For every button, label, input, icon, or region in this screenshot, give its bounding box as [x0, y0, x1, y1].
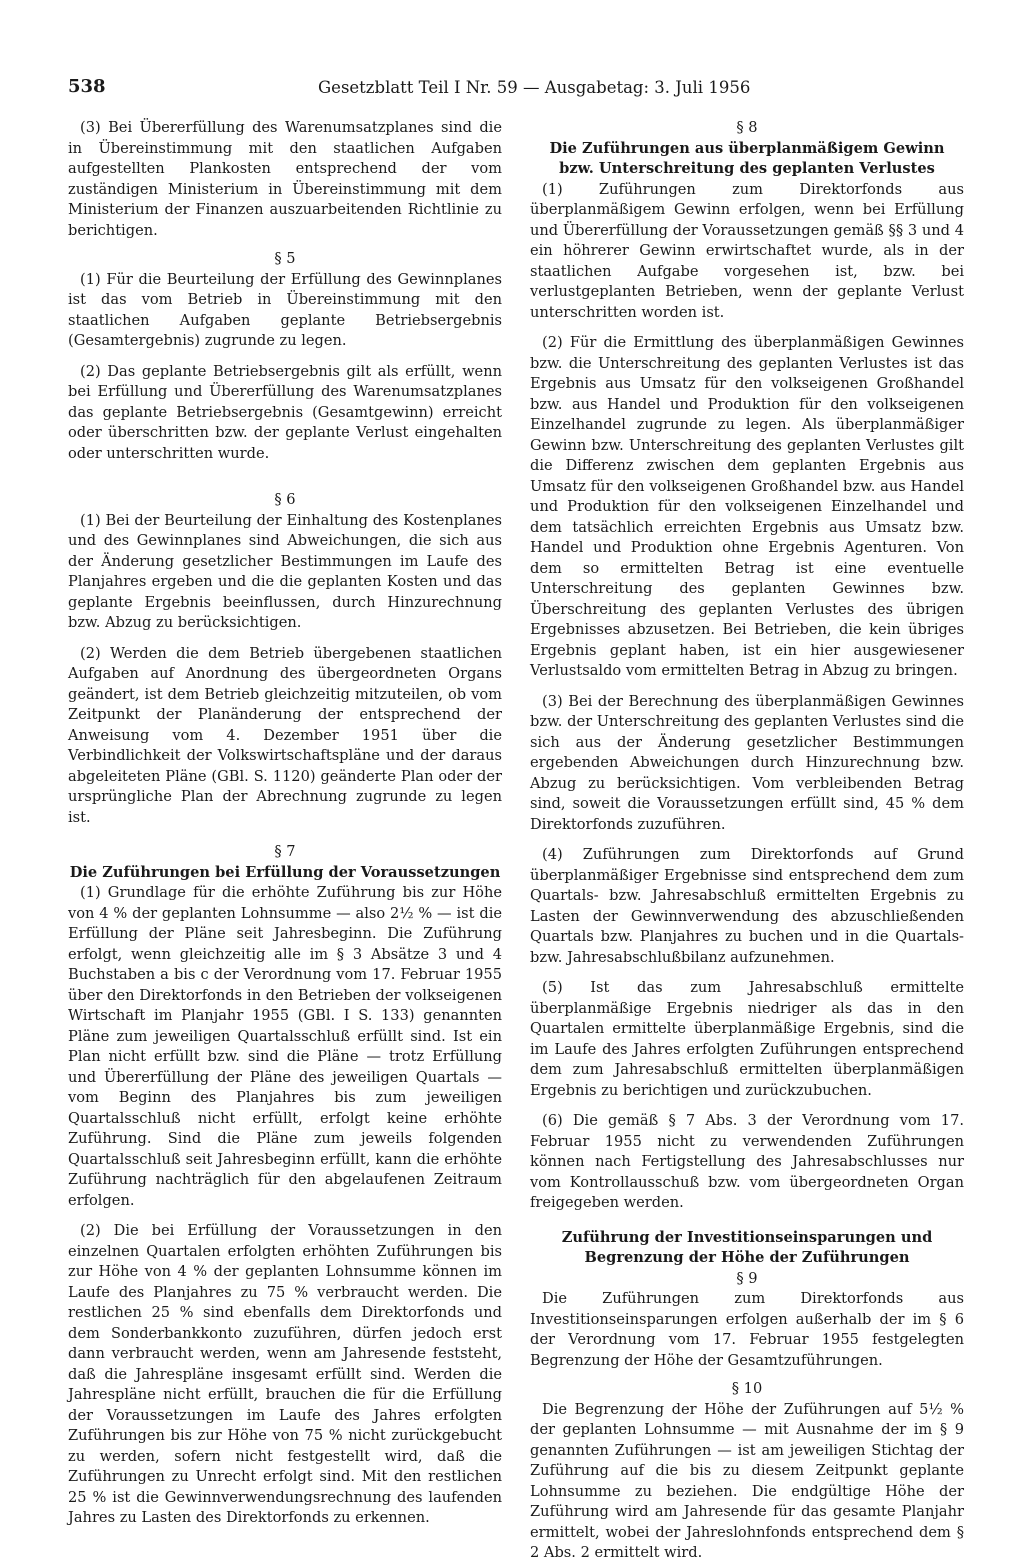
paragraph-7-1: (1) Grundlage für die erhöhte Zuführung bis zur Höhe von 4 % der geplanten Lohnsumme — also 2½ % — ist die Erfüllung der Pläne seit Jahresbeginn. Die Zuführung erfolgt, wenn gleichzeitig alle im § 3 Absätze 3 und 4 Buchstaben a bis c der Verordnung vom 17. Februar 1955 über den Direktorfonds in den Betrieben der volkseigenen Wirtschaft im Planjahr 1955 (GBl. I S. 133) genannten Pläne zum jeweiligen Quartalsschluß erfüllt sind. Ist ein Plan nicht erfüllt bzw. sind die Pläne — trotz Erfüllung und Übererfüllung der Pläne des jeweiligen Quartals — vom Beginn des Planjahres bis zum jeweiligen Quartalsschluß nicht erfüllt, erfolgt keine erhöhte Zuführung. Sind die Pläne zum jeweils folgenden Quartalsschluß seit Jahresbeginn erfüllt, kann die erhöhte Zuführung nachträglich für den abgelaufenen Zeitraum erfolgen. — [68, 884, 502, 1209]
section-9-number: § 9 — [736, 1269, 758, 1287]
paragraph-10: Die Begrenzung der Höhe der Zuführungen auf 5½ % der geplanten Lohnsumme — mit Ausnahme der im § 9 genannten Zuführungen — ist am jeweiligen Stichtag der Zuführung auf die bis zu diesem Zeitpunkt geplante Lohnsumme zu beziehen. Die endgültige Höhe der Zuführung wird am Jahresende für das gesamte Planjahr ermittelt, wobei der Jahreslohnfonds entsprechend dem § 2 Abs. 2 ermittelt wird. — [530, 1400, 964, 1561]
section-8-number: § 8 — [736, 119, 758, 136]
paragraph-7-2: (2) Die bei Erfüllung der Voraussetzungen in den einzelnen Quartalen erfolgten erhöhten Zuführungen bis zur Höhe von 4 % der geplanten Lohnsumme können im Laufe des Planjahres zu 75 % verbraucht werden. Die restlichen 25 % sind ebenfalls dem Direktorfonds und dem Sonderbankkonto zuzuführen, dürfen jedoch erst dann verbraucht werden, wenn am Jahresende feststeht, daß die Jahrespläne insgesamt erfüllt sind. Werden die Jahrespläne nicht erfüllt, brauchen die für die Erfüllung der Voraussetzungen im Laufe des Jahres erfolgten Zuführungen bis zur Höhe von 75 % nicht zurückgebucht zu werden, sofern nicht festgestellt wird, daß die Zuführungen zu Unrecht erfolgt sind. Mit den restlichen 25 % ist die Gewinnverwendungsrechnung des laufenden Jahres zu Lasten des Direktorfonds zu erkennen. — [68, 1222, 502, 1526]
paragraph-4-3: (3) Bei Übererfüllung des Warenumsatzplanes sind die in Übereinstimmung mit den staatlichen Aufgaben aufgestellten Plankosten entsprechend der vom zuständigen Ministerium in Übereinstimmung mit dem Ministerium der Finanzen auszuarbeitenden Richtlinie zu berichtigen. — [68, 119, 502, 239]
paragraph-8-4: (4) Zuführungen zum Direktorfonds auf Grund überplanmäßiger Ergebnisse sind entsprechend dem zum Quartals- bzw. Jahresabschluß ermittelten Ergebnis zu Lasten der Gewinnverwendung des abzuschließenden Quartals bzw. Planjahres zu buchen und in die Quartals- bzw. Jahresabschlußbilanz aufzunehmen. — [530, 846, 964, 966]
section-7-title: Die Zuführungen bei Erfüllung der Voraussetzungen — [69, 863, 501, 881]
paragraph-8-3: (3) Bei der Berechnung des überplanmäßigen Gewinnes bzw. der Unterschreitung des geplanten Verlustes sind die sich aus der Änderung gesetzlicher Bestimmungen ergebenden Abweichungen durch Hinzurechnung bzw. Abzug zu berücksichtigen. Vom verbleibenden Betrag sind, soweit die Voraussetzungen erfüllt sind, 45 % dem Direktorfonds zuzuführen. — [530, 692, 964, 833]
running-title: Gesetzblatt Teil I Nr. 59 — Ausgabetag: 3. Juli 1956 — [318, 78, 751, 97]
section-6-number: § 6 — [274, 491, 296, 508]
paragraph-8-6: (6) Die gemäß § 7 Abs. 3 der Verordnung vom 17. Februar 1955 nicht zu verwendenden Zuführungen können nach Fertigstellung des Jahresabschlusses nur vom Kontrollausschuß bzw. vom übergeordneten Organ freigegeben werden. — [530, 1112, 964, 1211]
section-7-number: § 7 — [274, 843, 296, 860]
right-column — [530, 118, 964, 1564]
block-title: Zuführung der Investitionseinsparungen und Begrenzung der Höhe der Zuführungen — [561, 1228, 933, 1266]
left-column — [68, 118, 502, 1529]
paragraph-5-2: (2) Das geplante Betriebsergebnis gilt als erfüllt, wenn bei Erfüllung und Übererfüllung des Warenumsatzplanes das geplante Betriebsergebnis (Gesamtgewinn) erreicht oder überschritten bzw. der geplante Verlust eingehalten oder unterschritten wurde. — [68, 362, 502, 462]
paragraph-6-1: (1) Bei der Beurteilung der Einhaltung des Kostenplanes und des Gewinnplanes sind Abweichungen, die sich aus der Änderung gesetzlicher Bestimmungen im Laufe des Planjahres ergeben und die die geplanten Kosten und das geplante Ergebnis beeinflussen, durch Hinzurechnung bzw. Abzug zu berücksichtigen. — [68, 511, 502, 631]
paragraph-6-2: (2) Werden die dem Betrieb übergebenen staatlichen Aufgaben auf Anordnung des übergeordneten Organs geändert, ist dem Betrieb gleichzeitig mitzuteilen, ob vom Zeitpunkt der Planänderung der entsprechend der Anweisung vom 4. Dezember 1951 über die Verbindlichkeit der Volkswirtschaftspläne und der daraus abgeleiteten Pläne (GBl. S. 1120) geänderte Plan oder der ursprüngliche Plan der Abrechnung zugrunde zu legen ist. — [68, 644, 502, 826]
section-8-title: Die Zuführungen aus überplanmäßigem Gewinn bzw. Unterschreitung des geplanten Verlustes — [549, 139, 945, 177]
section-5-number: § 5 — [274, 250, 296, 267]
paragraph-8-2: (2) Für die Ermittlung des überplanmäßigen Gewinnes bzw. die Unterschreitung des geplanten Verlustes ist das Ergebnis aus Umsatz für den volkseigenen Großhandel bzw. aus Handel und Produktion für den volkseigenen Einzelhandel zugrunde zu legen. Als überplanmäßiger Gewinn bzw. Unterschreitung des geplanten Verlustes gilt die Differenz zwischen dem geplanten Ergebnis aus Umsatz für den volkseigenen Großhandel bzw. aus Handel und Produktion für den volkseigenen Einzelhandel und dem tatsächlich erreichten Ergebnis aus Umsatz bzw. Handel und Produktion ohne Ergebnis Agenturen. Von dem so ermittelten Betrag ist eine eventuelle Unterschreitung des geplanten Gewinnes bzw. Überschreitung des geplanten Verlustes des übrigen Ergebnisses abzusetzen. Bei Betrieben, die kein übriges Ergebnis geplant haben, ist ein hier ausgewiesener Verlustsaldo vom ermittelten Betrag in Abzug zu bringen. — [530, 334, 964, 679]
page-header — [68, 76, 963, 102]
page-number: 538 — [68, 76, 106, 97]
paragraph-8-5: (5) Ist das zum Jahresabschluß ermittelte überplanmäßige Ergebnis niedriger als das in den Quartalen ermittelte überplanmäßige Ergebnis, sind die im Laufe des Jahres erfolgten Zuführungen entsprechend dem zum Jahresabschluß ermittelten überplanmäßigen Ergebnis zu berichtigen und zurückzubuchen. — [530, 979, 964, 1099]
paragraph-5-1: (1) Für die Beurteilung der Erfüllung des Gewinnplanes ist das vom Betrieb in Übereinstimmung mit den staatlichen Aufgaben geplante Betriebsergebnis (Gesamtergebnis) zugrunde zu legen. — [68, 270, 502, 349]
section-10-number: § 10 — [731, 1380, 763, 1397]
paragraph-9: Die Zuführungen zum Direktorfonds aus Investitionseinsparungen erfolgen außerhalb der im § 6 der Verordnung vom 17. Februar 1955 festgelegten Begrenzung der Höhe der Gesamtzuführungen. — [530, 1290, 964, 1369]
paragraph-8-1: (1) Zuführungen zum Direktorfonds aus überplanmäßigem Gewinn erfolgen, wenn bei Erfüllung und Übererfüllung der Voraussetzungen gemäß §§ 3 und 4 ein höhrerer Gewinn erwirtschaftet wurde, als in der staatlichen Aufgabe vorgesehen ist, bzw. bei verlustgeplanten Betrieben, wenn der geplante Verlust unterschritten worden ist. — [530, 180, 964, 321]
